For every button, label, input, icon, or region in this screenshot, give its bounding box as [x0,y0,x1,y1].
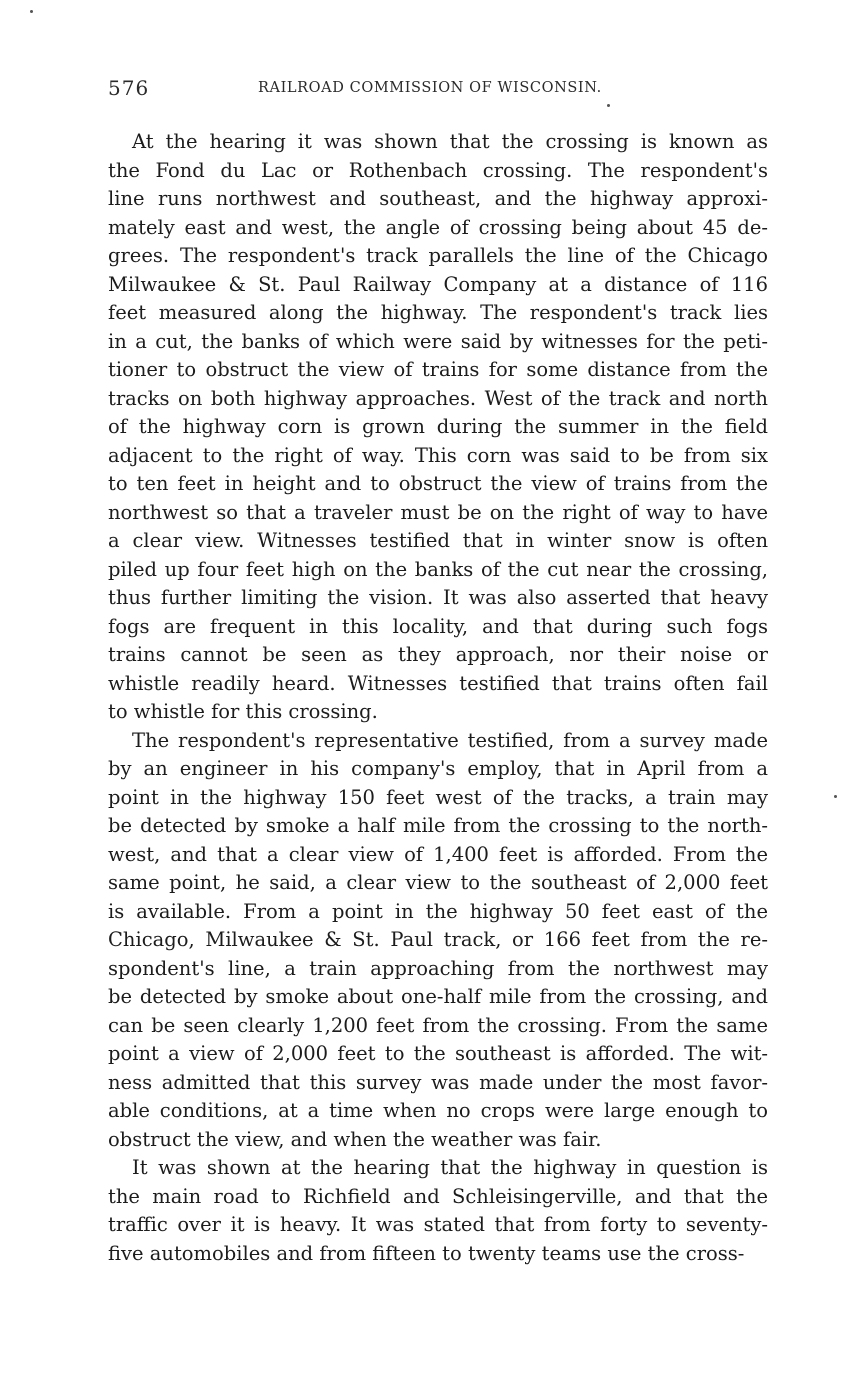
text-line: adjacent to the right of way. This corn was said to be from six [108,443,768,467]
text-line: ness admitted that this survey was made under the most favor- [108,1070,768,1094]
text-line: piled up four feet high on the banks of the cut near the crossing, [108,557,768,581]
running-head: RAILROAD COMMISSION OF WISCONSIN. [258,80,602,96]
text-line: of the highway corn is grown during the summer in the field [108,415,768,438]
text-line: tracks on both highway approaches. West of the track and north [108,386,768,410]
text-line: Milwaukee & St. Paul Railway Company at a distance of 116 [108,272,768,296]
text-line: to ten feet in height and to obstruct the view of trains from the [108,472,768,495]
text-line: obstruct the view, and when the weather was fair. [108,1127,602,1151]
text-line: trains cannot be seen as they approach, nor their noise or [108,643,768,666]
scan-speck [607,104,610,107]
text-line: spondent's line, a train approaching from the northwest may [108,956,768,980]
scan-speck [834,795,837,798]
paragraph [108,128,768,727]
text-line: whistle readily heard. Witnesses testified that trains often fail [108,671,768,695]
scan-speck [30,10,33,13]
text-line: able conditions, at a time when no crops were large enough to [108,1099,768,1122]
text-line: It was shown at the hearing that the highway in question is [132,1156,768,1179]
text-line: The respondent's representative testified, from a survey made [132,728,768,752]
text-line: thus further limiting the vision. It was also asserted that heavy [108,586,768,609]
paragraph [108,727,768,1155]
text-line: in a cut, the banks of which were said by witnesses for the peti- [108,329,768,353]
text-line: the main road to Richfield and Schleisingerville, and that the [108,1184,768,1208]
text-line: northwest so that a traveler must be on the right of way to have [108,500,768,524]
text-line: can be seen clearly 1,200 feet from the crossing. From the same [108,1013,768,1037]
text-line: fogs are frequent in this locality, and that during such fogs [108,614,768,638]
text-line: to whistle for this crossing. [108,700,378,723]
text-line: point in the highway 150 feet west of the tracks, a train may [108,785,768,809]
text-line: feet measured along the highway. The respondent's track lies [108,301,768,324]
text-line: line runs northwest and southeast, and the highway approxi- [108,187,768,210]
text-line: west, and that a clear view of 1,400 feet is afforded. From the [108,842,768,866]
text-line: same point, he said, a clear view to the southeast of 2,000 feet [108,871,768,894]
text-line: is available. From a point in the highway 50 feet east of the [108,899,768,923]
text-line: five automobiles and from fifteen to twenty teams use the cross- [108,1241,745,1265]
text-line: tioner to obstruct the view of trains for some distance from the [108,358,768,381]
text-line: by an engineer in his company's employ, that in April from a [108,757,768,780]
text-line: be detected by smoke about one-half mile from the crossing, and [108,985,768,1008]
text-line: the Fond du Lac or Rothenbach crossing. The respondent's [108,158,768,182]
text-line: be detected by smoke a half mile from the crossing to the north- [108,814,768,837]
text-line: a clear view. Witnesses testified that in winter snow is often [108,529,768,552]
text-line: At the hearing it was shown that the crossing is known as [132,130,768,153]
page-number: 576 [108,76,150,100]
text-line: mately east and west, the angle of crossing being about 45 de- [108,215,768,239]
text-line: grees. The respondent's track parallels the line of the Chicago [108,244,768,267]
text-line: point a view of 2,000 feet to the southeast is afforded. The wit- [108,1042,768,1065]
paragraph [108,1154,768,1268]
text-line: Chicago, Milwaukee & St. Paul track, or 166 feet from the re- [108,928,768,951]
body-text [108,128,768,1268]
text-line: traffic over it is heavy. It was stated that from forty to seventy- [108,1213,768,1236]
